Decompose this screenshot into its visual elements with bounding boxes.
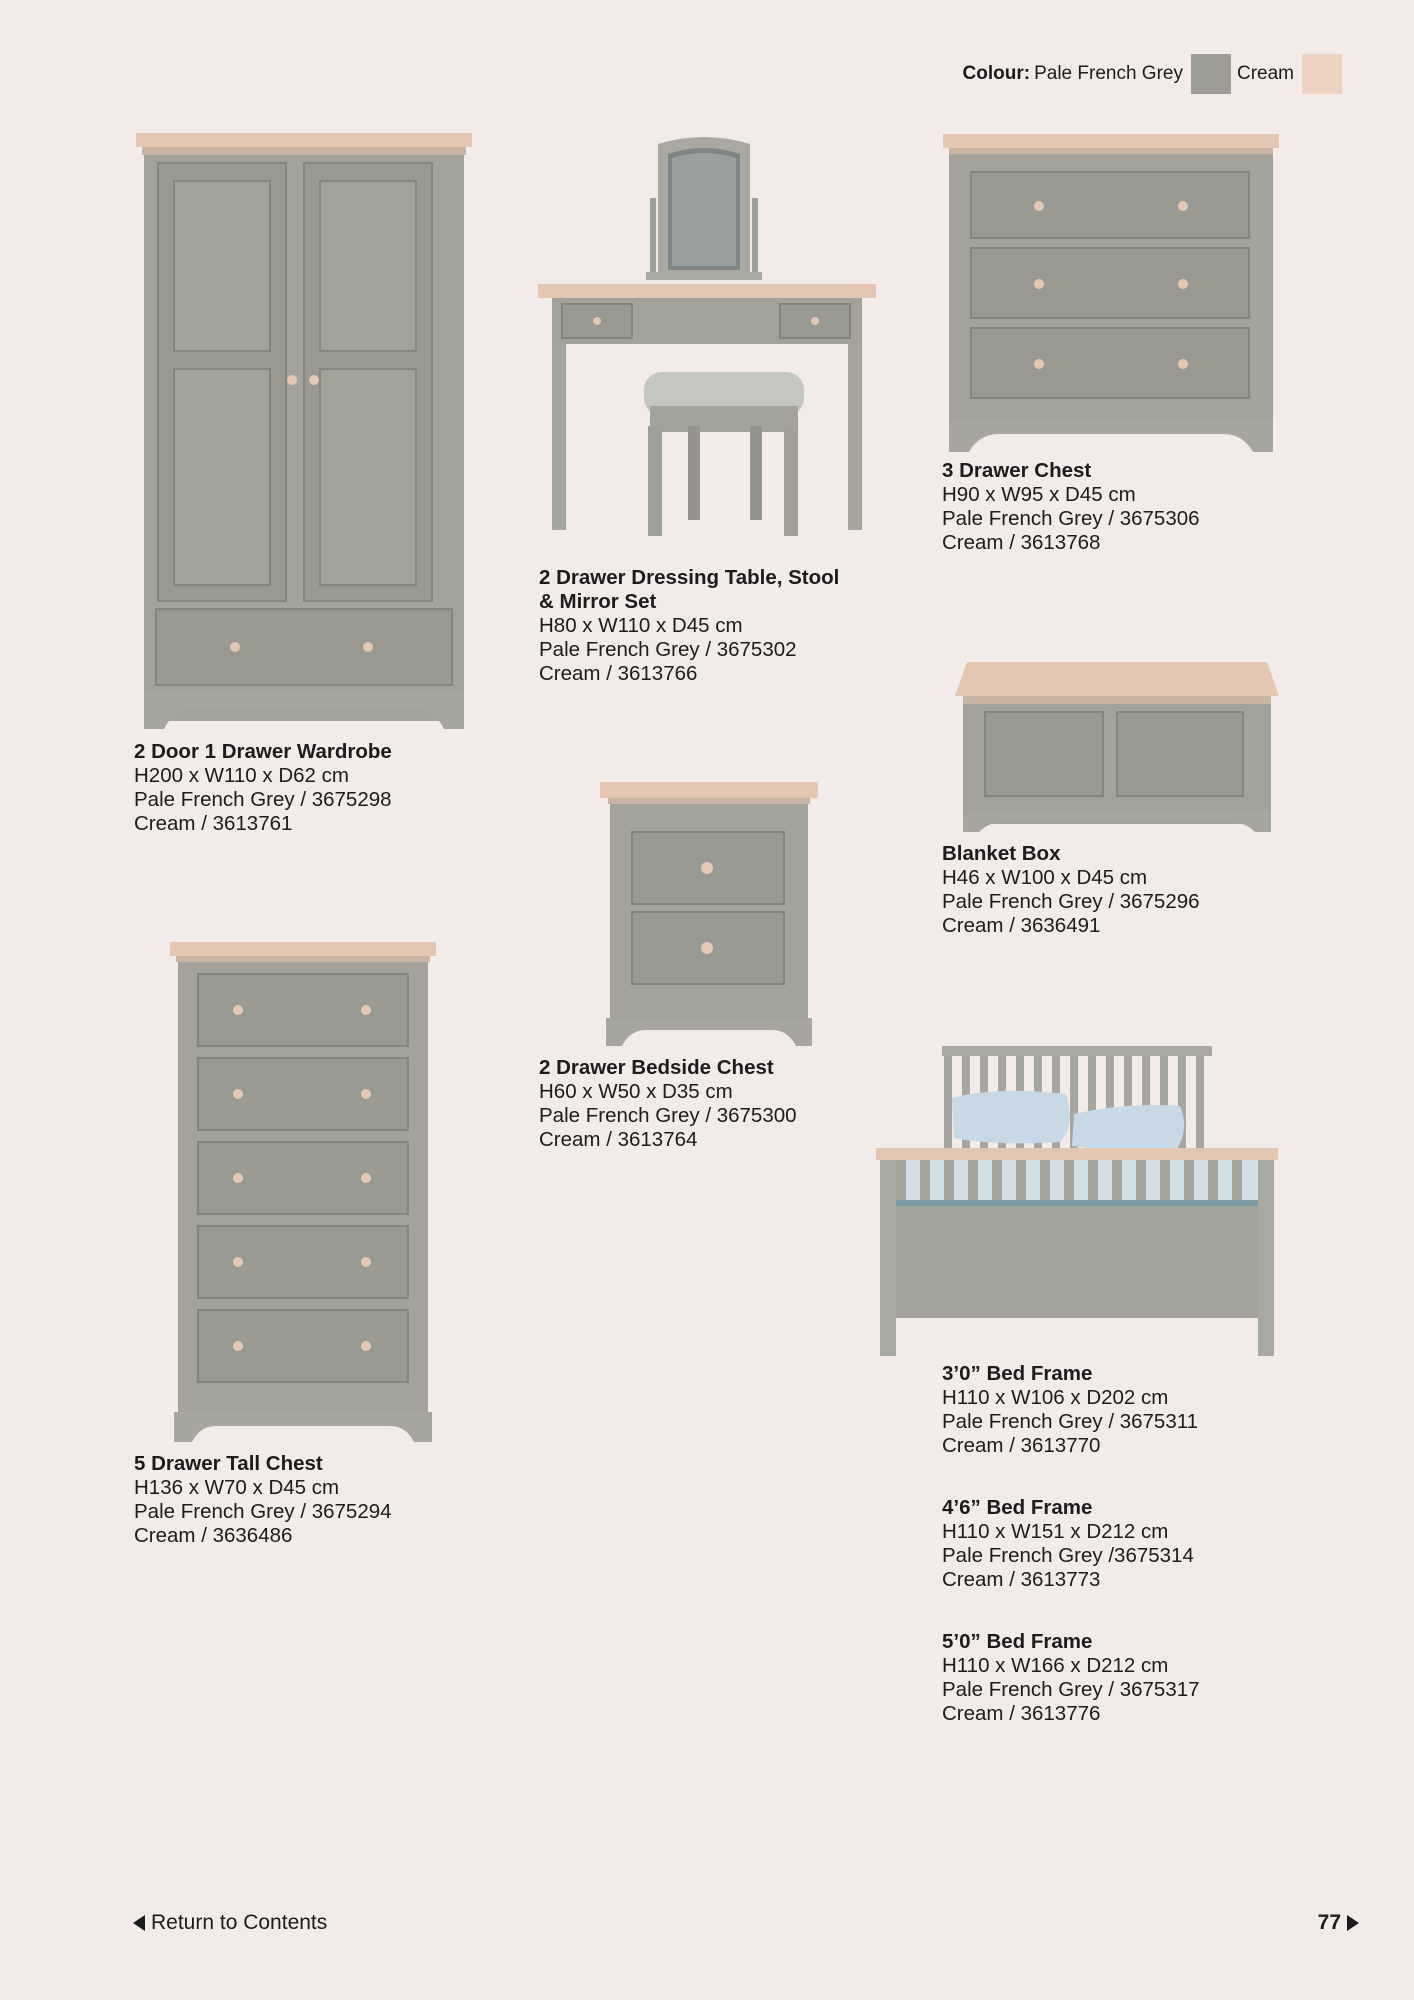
bedside-chest-caption — [539, 1056, 797, 1152]
bed-frame-4ft6-caption — [942, 1496, 1194, 1592]
bed-frame-5ft-caption — [942, 1630, 1200, 1726]
tall-chest-caption — [134, 1452, 392, 1548]
product-cream-code: Cream / 3636486 — [134, 1524, 293, 1547]
product-cream-code: Cream / 3613766 — [539, 662, 698, 685]
three-drawer-chest-image — [943, 134, 1279, 452]
arrow-right-icon — [1347, 1915, 1359, 1931]
product-cream-code: Cream / 3613776 — [942, 1702, 1101, 1725]
product-name: 3 Drawer Chest — [942, 459, 1092, 482]
product-dimensions: H60 x W50 x D35 cm — [539, 1080, 733, 1103]
product-name: 5’0” Bed Frame — [942, 1630, 1093, 1653]
product-dimensions: H136 x W70 x D45 cm — [134, 1476, 340, 1499]
tall-chest-image — [170, 942, 436, 1442]
return-to-contents-label: Return to Contents — [151, 1911, 328, 1934]
cream-swatch — [1302, 54, 1342, 94]
product-cream-code: Cream / 3613764 — [539, 1128, 698, 1151]
product-dimensions: H46 x W100 x D45 cm — [942, 866, 1148, 889]
product-dimensions: H80 x W110 x D45 cm — [539, 614, 743, 637]
product-name: Blanket Box — [942, 842, 1061, 865]
colour-label: Colour: — [962, 63, 1031, 84]
product-dimensions: H110 x W166 x D212 cm — [942, 1654, 1169, 1677]
colour-option-cream-label: Cream — [1236, 63, 1294, 84]
product-grey-code: Pale French Grey / 3675302 — [539, 638, 797, 661]
wardrobe-caption — [134, 740, 392, 836]
product-grey-code: Pale French Grey /3675314 — [942, 1544, 1194, 1567]
product-cream-code: Cream / 3613768 — [942, 531, 1101, 554]
colour-legend — [963, 54, 1348, 94]
bed-frame-image — [876, 1046, 1278, 1356]
product-grey-code: Pale French Grey / 3675311 — [942, 1410, 1199, 1433]
bedside-chest-image — [600, 782, 818, 1046]
product-grey-code: Pale French Grey / 3675294 — [134, 1500, 392, 1523]
product-dimensions: H110 x W151 x D212 cm — [942, 1520, 1169, 1543]
product-grey-code: Pale French Grey / 3675317 — [942, 1678, 1200, 1701]
product-name: 2 Drawer Bedside Chest — [539, 1056, 774, 1079]
grey-swatch — [1191, 54, 1231, 94]
product-name-continued: & Mirror Set — [539, 590, 657, 613]
product-grey-code: Pale French Grey / 3675300 — [539, 1104, 797, 1127]
three-drawer-chest-caption — [942, 459, 1200, 555]
page-number: 77 — [1317, 1911, 1341, 1934]
product-cream-code: Cream / 3636491 — [942, 914, 1101, 937]
blanket-box-image — [955, 662, 1279, 832]
product-cream-code: Cream / 3613770 — [942, 1434, 1101, 1457]
product-cream-code: Cream / 3613761 — [134, 812, 293, 835]
product-name: 2 Drawer Dressing Table, Stool — [539, 566, 840, 589]
dressing-table-image — [538, 136, 878, 556]
product-dimensions: H90 x W95 x D45 cm — [942, 483, 1136, 506]
product-grey-code: Pale French Grey / 3675296 — [942, 890, 1200, 913]
product-cream-code: Cream / 3613773 — [942, 1568, 1101, 1591]
blanket-box-caption — [942, 842, 1200, 938]
product-grey-code: Pale French Grey / 3675298 — [134, 788, 392, 811]
dressing-table-caption — [539, 566, 839, 686]
product-name: 4’6” Bed Frame — [942, 1496, 1093, 1519]
product-grey-code: Pale French Grey / 3675306 — [942, 507, 1200, 530]
next-page-link[interactable] — [1318, 1911, 1359, 1935]
product-dimensions: H110 x W106 x D202 cm — [942, 1386, 1169, 1409]
wardrobe-image — [134, 133, 474, 729]
arrow-left-icon — [133, 1915, 145, 1931]
product-name: 2 Door 1 Drawer Wardrobe — [134, 740, 392, 763]
colour-option-grey-label: Pale French Grey — [1034, 63, 1183, 84]
return-to-contents-link[interactable] — [133, 1911, 327, 1935]
product-name: 3’0” Bed Frame — [942, 1362, 1093, 1385]
bed-frame-3ft-caption — [942, 1362, 1198, 1458]
product-dimensions: H200 x W110 x D62 cm — [134, 764, 349, 787]
product-name: 5 Drawer Tall Chest — [134, 1452, 323, 1475]
